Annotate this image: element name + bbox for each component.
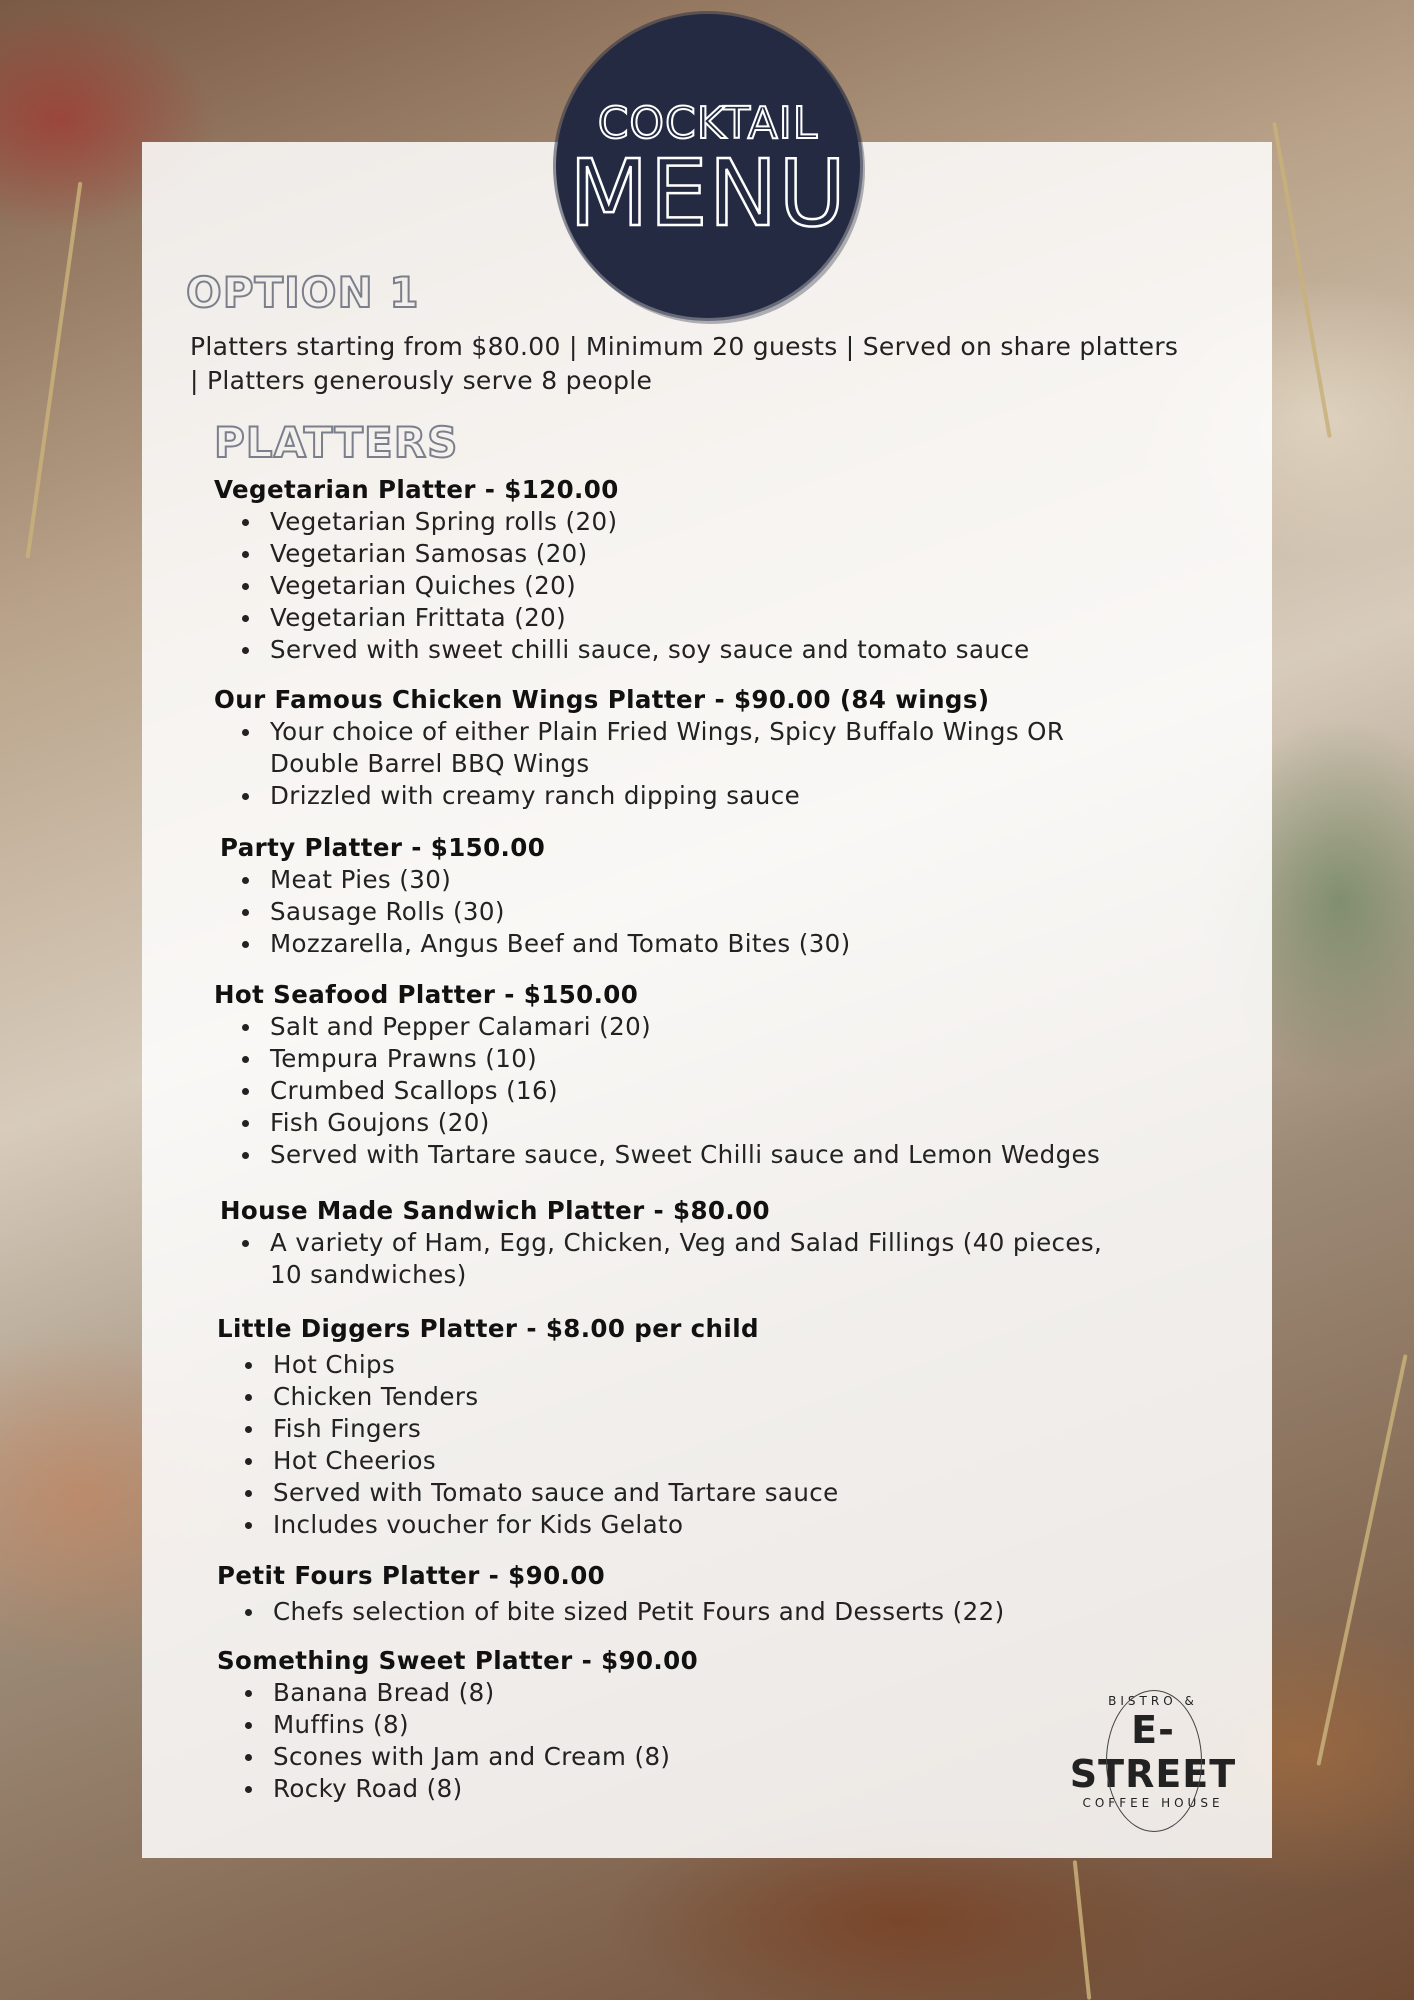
list-item: Served with sweet chilli sauce, soy sauce and tomato sauce bbox=[270, 635, 1030, 664]
list-item: Vegetarian Spring rolls (20) bbox=[270, 506, 1030, 538]
item-list bbox=[220, 1227, 1140, 1291]
logo-ring bbox=[1106, 1690, 1202, 1832]
section-title: House Made Sandwich Platter - $80.00 bbox=[220, 1196, 770, 1225]
item-list bbox=[214, 1011, 1100, 1171]
section-title: Hot Seafood Platter - $150.00 bbox=[214, 980, 639, 1009]
section-title: Our Famous Chicken Wings Platter - $90.00 (84 wings) bbox=[214, 685, 990, 714]
e-street-logo bbox=[1068, 1690, 1238, 1830]
platters-title: PLATTERS bbox=[214, 418, 459, 467]
list-item: Scones with Jam and Cream (8) bbox=[273, 1741, 698, 1773]
item-list bbox=[217, 1677, 698, 1805]
item-list bbox=[217, 1349, 839, 1541]
list-item: Rocky Road (8) bbox=[273, 1773, 698, 1805]
cocktail-menu-badge bbox=[556, 14, 860, 318]
platter-section-vegetarian bbox=[214, 474, 1030, 666]
badge-line-2: MENU bbox=[569, 140, 847, 247]
list-item: Chicken Tenders bbox=[273, 1381, 839, 1413]
logo-bottom-text: COFFEE HOUSE bbox=[1082, 1796, 1224, 1810]
list-item: Banana Bread (8) bbox=[273, 1677, 698, 1709]
background-skewer bbox=[1316, 1354, 1407, 1766]
list-item: Served with Tartare sauce, Sweet Chilli sauce and Lemon Wedges bbox=[270, 1140, 1101, 1169]
list-item: Vegetarian Quiches (20) bbox=[270, 570, 1030, 602]
platter-section-party bbox=[220, 832, 851, 960]
list-item: Drizzled with creamy ranch dipping sauce bbox=[270, 780, 1070, 812]
item-list bbox=[214, 716, 1070, 812]
list-item: Crumbed Scallops (16) bbox=[270, 1075, 1100, 1107]
platter-section-chicken-wings bbox=[214, 684, 1114, 812]
list-item: Meat Pies (30) bbox=[270, 864, 851, 896]
item-list bbox=[217, 1596, 1005, 1628]
list-item: A variety of Ham, Egg, Chicken, Veg and Salad Fillings (40 pieces, 10 sandwiches) bbox=[270, 1227, 1140, 1291]
item-list bbox=[214, 506, 1030, 666]
list-item: Hot Cheerios bbox=[273, 1445, 839, 1477]
list-item: Fish Goujons (20) bbox=[270, 1107, 1100, 1139]
platter-section-little-diggers bbox=[217, 1313, 839, 1541]
list-item: Vegetarian Frittata (20) bbox=[270, 602, 1030, 634]
option-title: OPTION 1 bbox=[186, 268, 420, 317]
list-item: Fish Fingers bbox=[273, 1413, 839, 1445]
list-item: Sausage Rolls (30) bbox=[270, 896, 851, 928]
platter-section-hot-seafood bbox=[214, 979, 1100, 1171]
section-title: Little Diggers Platter - $8.00 per child bbox=[217, 1314, 759, 1343]
intro-text: Platters starting from $80.00 | Minimum 20 guests | Served on share platters | Platters generously serve 8 people bbox=[190, 332, 1179, 395]
logo-name: E-STREET bbox=[1069, 1708, 1237, 1796]
list-item: Includes voucher for Kids Gelato bbox=[273, 1509, 839, 1541]
badge-line-1: COCKTAIL bbox=[597, 98, 819, 149]
list-item: Vegetarian Samosas (20) bbox=[270, 538, 1030, 570]
platter-section-sandwich bbox=[220, 1195, 1140, 1291]
section-title: Vegetarian Platter - $120.00 bbox=[214, 475, 619, 504]
list-item: Chefs selection of bite sized Petit Fours and Desserts (22) bbox=[273, 1597, 1005, 1626]
section-title: Something Sweet Platter - $90.00 bbox=[217, 1646, 699, 1675]
background-skewer bbox=[26, 182, 83, 559]
item-list bbox=[220, 864, 851, 960]
list-item: Muffins (8) bbox=[273, 1709, 698, 1741]
section-title: Petit Fours Platter - $90.00 bbox=[217, 1561, 606, 1590]
logo-top-text: BISTRO & bbox=[1108, 1694, 1198, 1708]
list-item: Mozzarella, Angus Beef and Tomato Bites (30) bbox=[270, 929, 851, 958]
list-item: Salt and Pepper Calamari (20) bbox=[270, 1011, 1100, 1043]
list-item: Hot Chips bbox=[273, 1349, 839, 1381]
list-item: Served with Tomato sauce and Tartare sauce bbox=[273, 1478, 839, 1507]
platter-section-something-sweet bbox=[217, 1645, 698, 1805]
platter-section-petit-fours bbox=[217, 1560, 1005, 1628]
background-skewer bbox=[1073, 1860, 1092, 2000]
list-item: Tempura Prawns (10) bbox=[270, 1043, 1100, 1075]
list-item: Your choice of either Plain Fried Wings, Spicy Buffalo Wings OR Double Barrel BBQ Wings bbox=[270, 716, 1070, 780]
background-skewer bbox=[1272, 122, 1332, 438]
section-title: Party Platter - $150.00 bbox=[220, 833, 546, 862]
